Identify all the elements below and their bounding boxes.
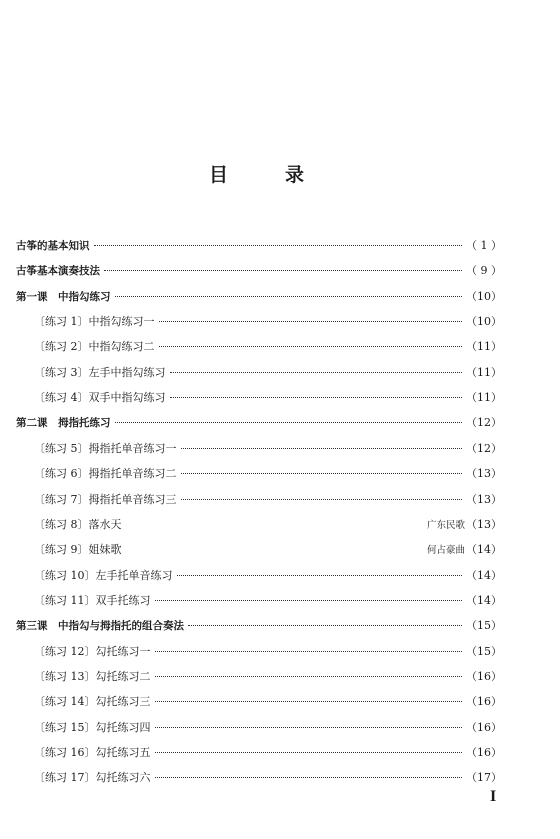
toc-dot-leader	[115, 296, 463, 297]
toc-section-entry	[16, 616, 502, 636]
toc-entry-title: 〔练习 3〕左手中指勾练习	[34, 366, 166, 379]
toc-entry-title: 〔练习 15〕勾托练习四	[34, 721, 151, 734]
toc-entry-page-number: （15）	[466, 619, 502, 632]
toc-entry-title: 〔练习 12〕勾托练习一	[34, 645, 151, 658]
toc-entry-title: 〔练习 14〕勾托练习三	[34, 695, 151, 708]
toc-entry-composer: 广东民歌	[426, 520, 465, 531]
toc-entry-page-number: （16）	[466, 695, 502, 708]
toc-entry-page-number: （14）	[466, 594, 502, 607]
toc-entry-title: 古筝基本演奏技法	[16, 265, 100, 277]
toc-entry-title: 〔练习 4〕双手中指勾练习	[34, 391, 166, 404]
toc-exercise-entry	[34, 515, 502, 535]
toc-entry-title: 〔练习 13〕勾托练习二	[34, 670, 151, 683]
toc-entry-page-number: （14）	[466, 543, 502, 556]
toc-entry-page-number: （11）	[466, 391, 502, 404]
toc-entry-page-number: （12）	[466, 416, 502, 429]
toc-dot-leader	[181, 473, 463, 474]
toc-entry-page-number: （13）	[466, 467, 502, 480]
toc-dot-leader	[155, 600, 463, 601]
toc-dot-leader	[115, 422, 463, 423]
toc-entry-title: 〔练习 11〕双手托练习	[34, 594, 151, 607]
toc-entry-page-number: （11）	[466, 340, 502, 353]
toc-entry-page-number: （16）	[466, 746, 502, 759]
toc-dot-leader	[155, 727, 463, 728]
toc-exercise-entry	[34, 591, 502, 611]
toc-entry-title: 〔练习 5〕拇指托单音练习一	[34, 442, 177, 455]
toc-entry-title: 〔练习 7〕拇指托单音练习三	[34, 493, 177, 506]
toc-entry-page-number: （15）	[466, 645, 502, 658]
toc-dot-leader	[155, 676, 463, 677]
toc-section-entry	[16, 261, 502, 281]
toc-exercise-entry	[34, 566, 502, 586]
toc-entry-title: 〔练习 17〕勾托练习六	[34, 771, 151, 784]
toc-entry-page-number: （17）	[466, 771, 502, 784]
page-number: I	[490, 788, 497, 805]
toc-exercise-entry	[34, 490, 502, 510]
toc-entry-composer: 何占豪曲	[426, 545, 465, 556]
toc-exercise-entry	[34, 363, 502, 383]
toc-exercise-entry	[34, 642, 502, 662]
toc-entry-page-number: （13）	[466, 493, 502, 506]
toc-dot-leader	[155, 752, 463, 753]
toc-exercise-entry	[34, 718, 502, 738]
toc-section-entry	[16, 287, 502, 307]
page-title-char-2: 录	[285, 164, 305, 186]
toc-dot-leader	[170, 372, 463, 373]
toc-entry-page-number: （10）	[466, 290, 502, 303]
toc-entry-title: 第三课 中指勾与拇指托的组合奏法	[16, 620, 184, 632]
toc-entry-title: 〔练习 8〕落水天	[34, 518, 122, 531]
toc-dot-leader	[188, 625, 462, 626]
toc-dot-leader	[94, 245, 463, 246]
toc-dot-leader	[155, 777, 463, 778]
toc-entry-title: 〔练习 1〕中指勾练习一	[34, 315, 155, 328]
toc-entry-page-number: （16）	[466, 721, 502, 734]
toc-entry-page-number: （ 1 ）	[466, 239, 502, 252]
toc-exercise-entry	[34, 667, 502, 687]
toc-entry-title: 第一课 中指勾练习	[16, 291, 111, 303]
toc-entry-page-number: （12）	[466, 442, 502, 455]
toc-entry-title: 第二课 拇指托练习	[16, 417, 111, 429]
toc-section-entry	[16, 413, 502, 433]
toc-section-entry	[16, 236, 502, 256]
toc-dot-leader	[177, 575, 463, 576]
toc-entry-title: 〔练习 9〕姐妹歌	[34, 543, 122, 556]
toc-exercise-entry	[34, 439, 502, 459]
page-title-char-1: 目	[209, 164, 229, 186]
toc-entry-page-number: （ 9 ）	[466, 264, 502, 277]
toc-entry-page-number: （11）	[466, 366, 502, 379]
toc-dot-leader	[159, 346, 463, 347]
toc-exercise-entry	[34, 337, 502, 357]
toc-entry-title: 〔练习 2〕中指勾练习二	[34, 340, 155, 353]
toc-exercise-entry	[34, 464, 502, 484]
toc-entry-page-number: （10）	[466, 315, 502, 328]
toc-entry-title: 〔练习 6〕拇指托单音练习二	[34, 467, 177, 480]
toc-entry-title: 古筝的基本知识	[16, 240, 90, 252]
toc-entry-page-number: （13）	[466, 518, 502, 531]
toc-exercise-entry	[34, 388, 502, 408]
toc-dot-leader	[181, 499, 463, 500]
toc-dot-leader	[155, 651, 463, 652]
toc-exercise-entry	[34, 743, 502, 763]
toc-dot-leader	[155, 701, 463, 702]
toc-dot-leader	[181, 448, 463, 449]
toc-entry-title: 〔练习 10〕左手托单音练习	[34, 569, 173, 582]
toc-exercise-entry	[34, 768, 502, 788]
page-title	[0, 160, 560, 190]
toc-exercise-entry	[34, 540, 502, 560]
toc-entry-page-number: （14）	[466, 569, 502, 582]
toc-entry-title: 〔练习 16〕勾托练习五	[34, 746, 151, 759]
toc-dot-leader	[159, 321, 463, 322]
toc-dot-leader	[104, 270, 462, 271]
toc-exercise-entry	[34, 312, 502, 332]
toc-entry-page-number: （16）	[466, 670, 502, 683]
toc-dot-leader	[170, 397, 463, 398]
toc-exercise-entry	[34, 692, 502, 712]
